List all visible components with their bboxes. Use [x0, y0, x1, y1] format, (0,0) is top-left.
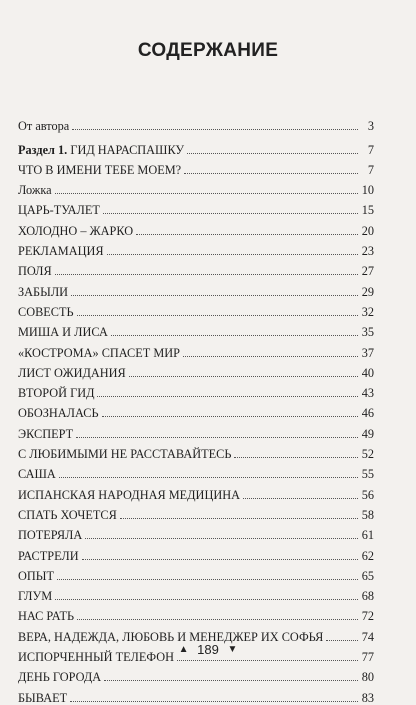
dot-leader: [183, 355, 358, 357]
dot-leader: [129, 375, 358, 377]
toc-entry: [18, 360, 374, 380]
toc-entry-label: [18, 386, 94, 400]
toc-entry-title: ГИД НАРАСПАШКУ: [70, 142, 185, 157]
dot-leader: [82, 558, 358, 560]
toc-entry: [18, 684, 374, 704]
toc-entry-label: [18, 488, 240, 502]
toc-entry: [18, 258, 374, 278]
toc-entry-label: [18, 569, 54, 583]
page-footer: [0, 641, 416, 657]
dot-leader: [85, 537, 358, 539]
toc-entry-label: [18, 670, 101, 684]
toc-entry-page: 40: [361, 365, 374, 380]
toc-entry: [18, 197, 374, 217]
toc-entry-title: МИША И ЛИСА: [18, 325, 108, 340]
toc-section-number: Раздел 1.: [18, 142, 68, 157]
toc-entry-label: [18, 406, 99, 420]
toc-entry-title: БЫВАЕТ: [18, 690, 68, 705]
toc-entry-page: 77: [361, 650, 374, 665]
toc-entry-page: 37: [361, 345, 374, 360]
toc-entry: [18, 380, 374, 400]
toc-entry: [18, 319, 374, 339]
toc-entry-title: ДЕНЬ ГОРОДА: [18, 670, 102, 685]
toc-entry-page: 7: [367, 142, 374, 157]
toc-entry-title: ОБОЗНАЛАСЬ: [18, 406, 99, 421]
toc-entry-title: «КОСТРОМА» СПАСЕТ МИР: [18, 345, 180, 360]
toc-entry-page: 15: [361, 203, 374, 218]
toc-entry-title: ЗАБЫЛИ: [18, 284, 69, 299]
page-title: СОДЕРЖАНИЕ: [137, 40, 279, 61]
toc-entry-label: [18, 589, 52, 603]
toc-entry-label: [18, 528, 82, 542]
dot-leader: [70, 700, 358, 702]
toc-entry-title: Ложка: [18, 183, 52, 198]
toc-entry-title: ЧТО В ИМЕНИ ТЕБЕ МОЕМ?: [18, 162, 182, 177]
toc-entry-title: НАС РАТЬ: [18, 609, 75, 624]
toc-entry-page: 43: [361, 386, 374, 401]
toc-entry: [18, 238, 374, 258]
toc-entry-title: САША: [18, 467, 56, 482]
toc-entry-label: [18, 224, 133, 238]
dot-leader: [104, 679, 358, 681]
toc-entry: [18, 583, 374, 603]
toc-entry-page: 32: [361, 304, 374, 319]
toc-entry: [18, 157, 374, 177]
dot-leader: [77, 314, 358, 316]
page-number: 189: [197, 642, 219, 658]
toc-entry-page: 29: [361, 284, 374, 299]
dot-leader: [71, 294, 358, 296]
toc-entry-page: 72: [361, 609, 374, 624]
toc-entry-label: [18, 467, 56, 481]
toc-entry-page: 46: [361, 406, 374, 421]
dot-leader: [243, 497, 358, 499]
toc-entry-title: ВТОРОЙ ГИД: [18, 386, 95, 401]
toc-entry: [18, 441, 374, 461]
dot-leader: [184, 172, 358, 174]
toc-entry: [18, 664, 374, 684]
triangle-up-icon: ▲: [178, 644, 189, 656]
toc-entry-label: [18, 609, 74, 623]
toc-entry-page: 55: [361, 467, 374, 482]
toc-entry: [18, 502, 374, 522]
toc-entry: [18, 136, 374, 156]
toc-entry-title: ЛИСТ ОЖИДАНИЯ: [18, 365, 126, 380]
dot-leader: [234, 456, 358, 458]
dot-leader: [76, 436, 358, 438]
toc-entry-label: [18, 203, 100, 217]
toc-entry: [18, 278, 374, 298]
dot-leader: [111, 334, 358, 336]
toc-entry: [18, 461, 374, 481]
dot-leader: [55, 598, 358, 600]
toc-entry-title: ЭКСПЕРТ: [18, 426, 74, 441]
toc-entry-title: СПАТЬ ХОЧЕТСЯ: [18, 507, 117, 522]
toc-entry-title: ПОЛЯ: [18, 264, 52, 279]
toc-entry-label: [18, 325, 108, 339]
toc-entry-page: 80: [361, 670, 374, 685]
toc-entry-page: 74: [361, 629, 374, 644]
toc-entry-label: [18, 244, 104, 258]
toc-entry: [18, 400, 374, 420]
toc-entry-title: ВЕРА, НАДЕЖДА, ЛЮБОВЬ И МЕНЕДЖЕР ИХ СОФЬЯ: [18, 629, 324, 644]
toc-entry: [18, 603, 374, 623]
toc-entry-title: ЦАРЬ-ТУАЛЕТ: [18, 203, 100, 218]
dot-leader: [77, 618, 358, 620]
toc-entry-label: [18, 508, 117, 522]
toc-entry: [18, 113, 374, 133]
toc-entry-page: 49: [361, 426, 374, 441]
toc-entry-page: 3: [367, 119, 374, 134]
toc-entry-title: ИСПАНСКАЯ НАРОДНАЯ МЕДИЦИНА: [18, 487, 240, 502]
toc-entry-label: [18, 119, 69, 133]
toc-entry-page: 7: [367, 162, 374, 177]
toc-entry: [18, 481, 374, 501]
toc-entry-page: 83: [361, 690, 374, 705]
dot-leader: [55, 273, 358, 275]
toc-entry: [18, 542, 374, 562]
dot-leader: [103, 212, 358, 214]
toc-entry-label: [18, 346, 180, 360]
toc-entry-page: 35: [361, 325, 374, 340]
toc-entry-page: 52: [361, 447, 374, 462]
toc-entry: [18, 522, 374, 542]
table-of-contents: [18, 113, 374, 705]
toc-entry-title: ИСПОРЧЕННЫЙ ТЕЛЕФОН: [18, 650, 174, 665]
dot-leader: [57, 578, 358, 580]
triangle-down-icon: ▼: [227, 644, 238, 656]
dot-leader: [120, 517, 358, 519]
toc-entry-label: [18, 285, 68, 299]
toc-entry-title: РАСТРЕЛИ: [18, 548, 79, 563]
toc-entry-page: 68: [361, 589, 374, 604]
toc-entry-label: [18, 427, 73, 441]
toc-entry: [18, 420, 374, 440]
dot-leader: [136, 233, 358, 235]
toc-entry-title: ГЛУМ: [18, 589, 53, 604]
dot-leader: [187, 152, 358, 154]
dot-leader: [177, 659, 358, 661]
toc-entry: [18, 177, 374, 197]
dot-leader: [102, 415, 358, 417]
toc-entry-label: [18, 163, 181, 177]
toc-entry: [18, 217, 374, 237]
dot-leader: [72, 128, 358, 130]
dot-leader: [107, 253, 358, 255]
toc-entry-title: СОВЕСТЬ: [18, 304, 74, 319]
toc-entry-label: [18, 691, 67, 705]
toc-entry-label: [18, 447, 231, 461]
toc-entry-title: От автора: [18, 119, 70, 134]
toc-entry-label: [18, 264, 52, 278]
toc-entry-title: ОПЫТ: [18, 568, 54, 583]
toc-entry-title: РЕКЛАМАЦИЯ: [18, 244, 104, 259]
toc-entry-page: 23: [361, 244, 374, 259]
toc-entry-page: 20: [361, 223, 374, 238]
toc-entry-label: [18, 366, 126, 380]
dot-leader: [97, 395, 358, 397]
toc-entry-title: ПОТЕРЯЛА: [18, 528, 83, 543]
toc-entry-page: 65: [361, 568, 374, 583]
dot-leader: [55, 192, 358, 194]
toc-entry-label: [18, 143, 184, 157]
toc-entry: [18, 299, 374, 319]
dot-leader: [59, 476, 358, 478]
toc-entry-title: ХОЛОДНО – ЖАРКО: [18, 223, 134, 238]
toc-entry-page: 56: [361, 487, 374, 502]
toc-entry-label: [18, 183, 52, 197]
toc-entry: [18, 339, 374, 359]
toc-entry-title: С ЛЮБИМЫМИ НЕ РАССТАВАЙТЕСЬ: [18, 447, 232, 462]
toc-entry-page: 58: [361, 507, 374, 522]
toc-entry-page: 27: [361, 264, 374, 279]
toc-entry-label: [18, 305, 74, 319]
toc-entry-page: 62: [361, 548, 374, 563]
toc-entry-page: 61: [361, 528, 374, 543]
toc-entry: [18, 563, 374, 583]
toc-entry-page: 10: [361, 183, 374, 198]
toc-entry-label: [18, 549, 79, 563]
